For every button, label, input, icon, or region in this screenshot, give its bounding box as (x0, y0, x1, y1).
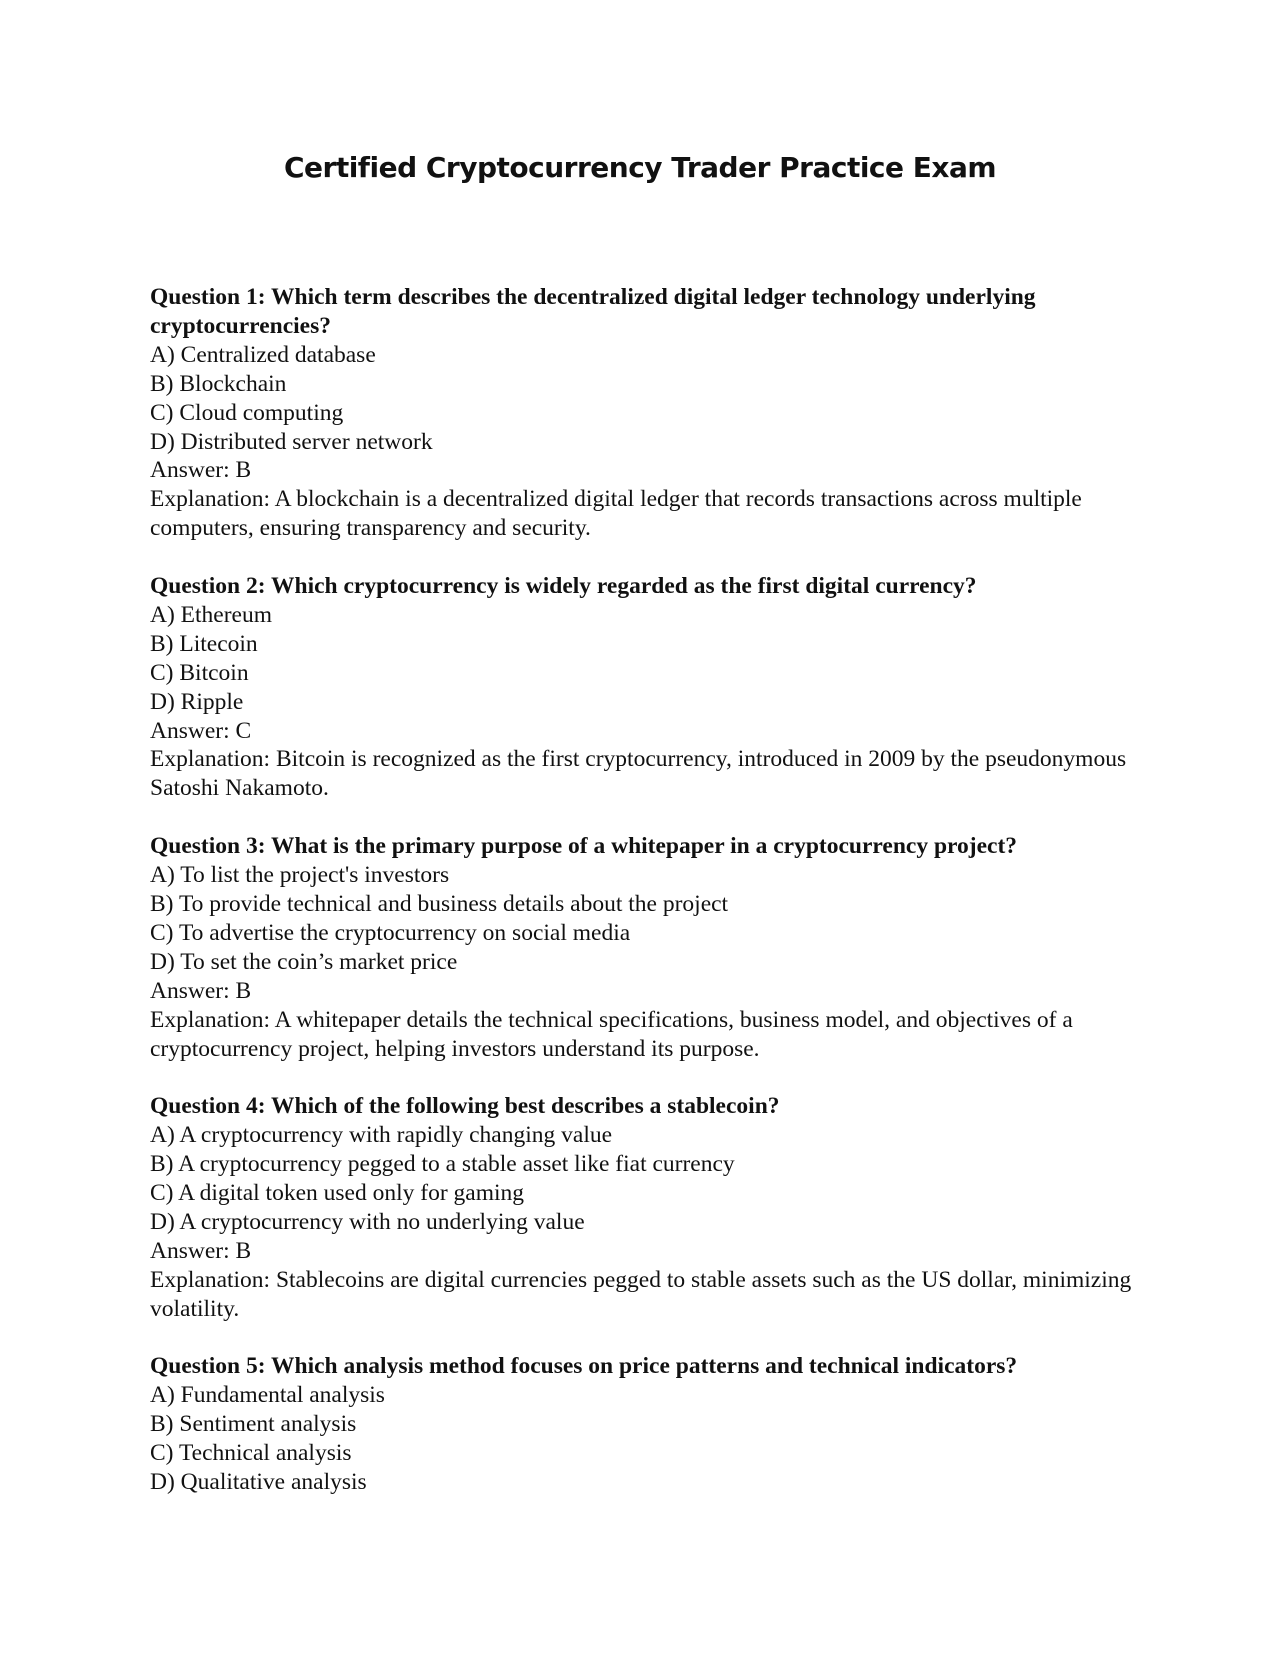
question-text: Question 4: Which of the following best describes a stablecoin? (150, 1093, 780, 1120)
option-b: B) Litecoin (150, 630, 258, 657)
page-title: Certified Cryptocurrency Trader Practice Exam (283, 151, 997, 184)
question-block-1 (150, 283, 1150, 543)
answer: Answer: C (150, 717, 252, 744)
question-text: Question 1: Which term describes the decentralized digital ledger technology underlying cryptocurrencies? (150, 284, 1036, 339)
question-text: Question 5: Which analysis method focuses on price patterns and technical indicators? (150, 1353, 1018, 1380)
option-c: C) Cloud computing (150, 399, 344, 426)
option-c: C) To advertise the cryptocurrency on social media (150, 919, 631, 946)
question-block-4 (150, 1092, 1150, 1323)
option-d: D) To set the coin’s market price (150, 948, 458, 975)
option-c: C) A digital token used only for gaming (150, 1180, 525, 1207)
option-a: A) Fundamental analysis (150, 1382, 385, 1409)
option-d: D) Distributed server network (150, 428, 433, 455)
explanation: Explanation: A blockchain is a decentralized digital ledger that records transactions across multiple computers, ensuring transparency and security. (150, 486, 1082, 542)
option-d: D) Ripple (150, 688, 244, 715)
answer: Answer: B (150, 457, 252, 484)
question-list (150, 283, 1150, 1526)
option-a: A) A cryptocurrency with rapidly changing value (150, 1122, 613, 1149)
option-a: A) To list the project's investors (150, 862, 450, 889)
explanation: Explanation: Stablecoins are digital currencies pegged to stable assets such as the US dollar, minimizing volatility. (150, 1266, 1132, 1322)
explanation: Explanation: A whitepaper details the technical specifications, business model, and objectives of a cryptocurrency project, helping investors understand its purpose. (150, 1006, 1073, 1062)
answer: Answer: B (150, 1237, 252, 1264)
option-a: A) Centralized database (150, 341, 376, 368)
option-b: B) To provide technical and business details about the project (150, 891, 729, 917)
explanation: Explanation: Bitcoin is recognized as the first cryptocurrency, introduced in 2009 by the pseudonymous Satoshi Nakamoto. (150, 746, 1127, 802)
option-a: A) Ethereum (150, 601, 273, 628)
option-b: B) A cryptocurrency pegged to a stable asset like fiat currency (150, 1151, 735, 1178)
option-b: B) Sentiment analysis (150, 1411, 357, 1438)
option-c: C) Technical analysis (150, 1440, 352, 1467)
question-text: Question 2: Which cryptocurrency is widely regarded as the first digital currency? (150, 573, 977, 600)
option-c: C) Bitcoin (150, 659, 249, 686)
question-block-2 (150, 572, 1150, 803)
option-d: D) A cryptocurrency with no underlying value (150, 1208, 585, 1235)
option-b: B) Blockchain (150, 370, 287, 397)
answer: Answer: B (150, 977, 252, 1004)
question-block-5 (150, 1352, 1150, 1497)
question-block-3 (150, 832, 1150, 1063)
question-text: Question 3: What is the primary purpose of a whitepaper in a cryptocurrency project? (150, 833, 1018, 860)
option-d: D) Qualitative analysis (150, 1469, 367, 1496)
